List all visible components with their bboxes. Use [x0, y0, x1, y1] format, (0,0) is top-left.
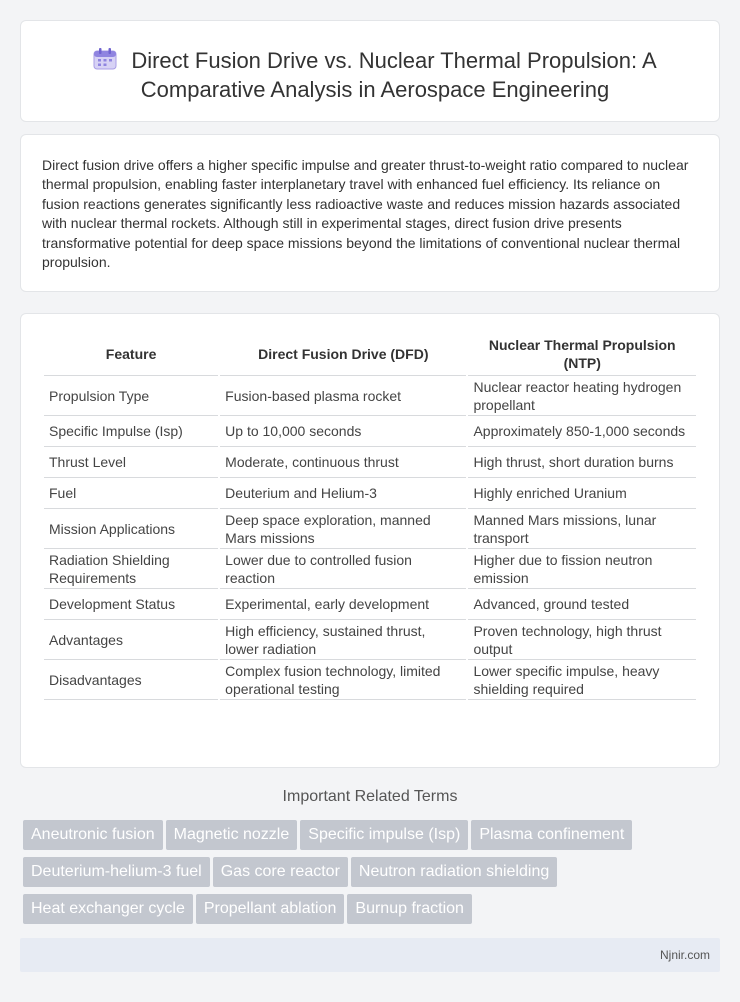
table-row [44, 416, 696, 447]
table-cell-feature: Mission Applications [44, 509, 218, 549]
related-term-tag[interactable]: Gas core reactor [213, 857, 348, 887]
table-header-row [44, 333, 696, 376]
related-terms-list [23, 820, 703, 931]
header-ntp: Nuclear Thermal Propulsion (NTP) [468, 333, 696, 376]
table-cell-ntp: Proven technology, high thrust output [468, 620, 696, 660]
comparison-table-card [20, 313, 720, 768]
title-card [20, 20, 720, 122]
related-term-tag[interactable]: Aneutronic fusion [23, 820, 163, 850]
related-term-tag[interactable]: Heat exchanger cycle [23, 894, 193, 924]
table-cell-ntp: Highly enriched Uranium [468, 478, 696, 509]
table-cell-dfd: High efficiency, sustained thrust, lower radiation [220, 620, 466, 660]
related-term-tag[interactable]: Plasma confinement [471, 820, 632, 850]
table-row [44, 589, 696, 620]
tag-row [23, 820, 703, 857]
table-cell-dfd: Complex fusion technology, limited operational testing [220, 660, 466, 700]
table-row [44, 447, 696, 478]
related-term-tag[interactable]: Neutron radiation shielding [351, 857, 557, 887]
tag-row [23, 894, 703, 931]
table-cell-dfd: Moderate, continuous thrust [220, 447, 466, 478]
table-row [44, 620, 696, 660]
header-feature: Feature [44, 333, 218, 376]
table-cell-dfd: Lower due to controlled fusion reaction [220, 549, 466, 589]
related-terms-heading: Important Related Terms [282, 788, 458, 805]
table-row [44, 478, 696, 509]
tag-row [23, 857, 703, 894]
footer [20, 938, 720, 972]
table-row [44, 376, 696, 416]
calendar-icon [93, 48, 117, 70]
header-dfd: Direct Fusion Drive (DFD) [220, 333, 466, 376]
page-title: Direct Fusion Drive vs. Nuclear Thermal Propulsion: A Comparative Analysis in Aerospace Engineering [131, 48, 657, 102]
table-cell-ntp: Higher due to fission neutron emission [468, 549, 696, 589]
table-cell-ntp: High thrust, short duration burns [468, 447, 696, 478]
table-cell-ntp: Manned Mars missions, lunar transport [468, 509, 696, 549]
table-cell-ntp: Approximately 850-1,000 seconds [468, 416, 696, 447]
summary-text: Direct fusion drive offers a higher specific impulse and greater thrust-to-weight ratio compared to nuclear thermal propulsion, enabling faster interplanetary travel with enhanced fuel efficiency. Its reliance on fusion reactions generates significantly less radioactive waste and reduces mission hazards associated with nuclear thermal rockets. Although still in experimental stages, direct fusion drive presents transformative potential for deep space missions beyond the limitations of conventional nuclear thermal propulsion. [42, 157, 689, 271]
table-cell-feature: Disadvantages [44, 660, 218, 700]
comparison-table [42, 333, 698, 700]
related-term-tag[interactable]: Deuterium-helium-3 fuel [23, 857, 210, 887]
related-term-tag[interactable]: Propellant ablation [196, 894, 345, 924]
related-term-tag[interactable]: Magnetic nozzle [166, 820, 298, 850]
table-cell-feature: Specific Impulse (Isp) [44, 416, 218, 447]
table-cell-dfd: Up to 10,000 seconds [220, 416, 466, 447]
table-cell-ntp: Lower specific impulse, heavy shielding required [468, 660, 696, 700]
related-term-tag[interactable]: Burnup fraction [347, 894, 472, 924]
table-cell-feature: Development Status [44, 589, 218, 620]
table-cell-feature: Fuel [44, 478, 218, 509]
page-title-block [61, 46, 689, 104]
table-cell-dfd: Fusion-based plasma rocket [220, 376, 466, 416]
table-cell-dfd: Experimental, early development [220, 589, 466, 620]
table-cell-feature: Thrust Level [44, 447, 218, 478]
table-cell-ntp: Nuclear reactor heating hydrogen propellant [468, 376, 696, 416]
footer-site-link[interactable]: Njnir.com [659, 948, 710, 962]
table-cell-ntp: Advanced, ground tested [468, 589, 696, 620]
table-cell-feature: Propulsion Type [44, 376, 218, 416]
summary-card [20, 134, 720, 292]
table-cell-dfd: Deep space exploration, manned Mars missions [220, 509, 466, 549]
table-cell-dfd: Deuterium and Helium-3 [220, 478, 466, 509]
table-row [44, 549, 696, 589]
table-row [44, 660, 696, 700]
related-term-tag[interactable]: Specific impulse (Isp) [300, 820, 468, 850]
table-cell-feature: Radiation Shielding Requirements [44, 549, 218, 589]
table-cell-feature: Advantages [44, 620, 218, 660]
table-row [44, 509, 696, 549]
